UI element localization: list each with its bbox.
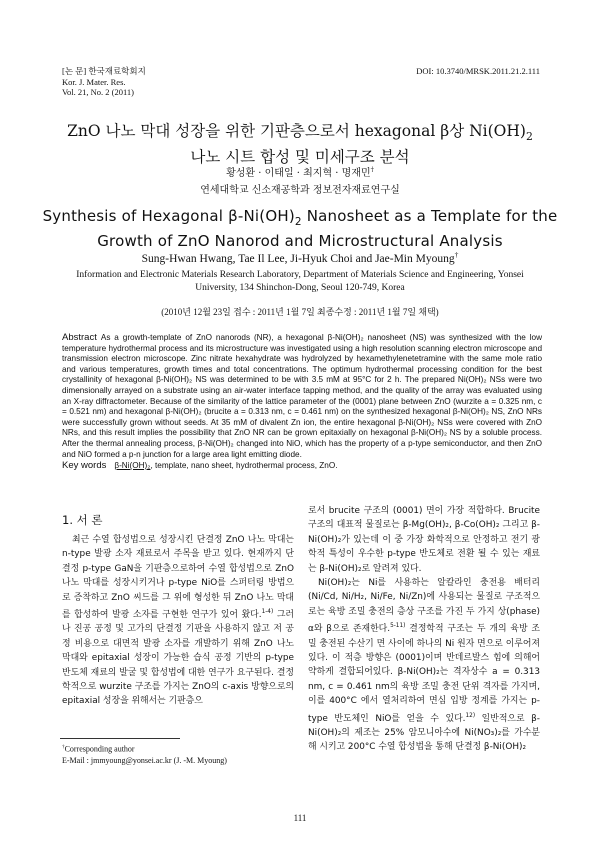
title-ko-line1: ZnO 나노 막대 성장을 위한 기판층으로서 hexagonal β상 $Ni(OH)_2$ [67,122,533,144]
doi: DOI: 10.3740/MRSK.2011.21.2.111 [416,66,540,76]
left-column [62,533,294,709]
keywords [62,460,542,471]
title-en-line2: Growth of ZnO Nanorod and Microstructural Analysis [97,232,503,250]
affiliation-ko: 연세대학교 신소재공학과 정보전자재료연구실 [200,185,400,196]
journal-en: Kor. J. Mater. Res. [62,76,126,87]
abstract-label: Abstract [62,332,97,343]
abstract-text: As a growth-template of ZnO nanorods (NR), a hexagonal β-Ni(OH)₂ nanosheet (NS) was synthesized with the low temperature hydrothermal process and its microstructure was investigated using a high resolution scanning electron microscope and transmission electron microscope. Zinc nitrate hexahydrate was hydrolyzed by hexamethylenetetramine with the same mole ratio and various temperatures, growth times and total concentrations. The optimum hydrothermal processing condition for the best crystallinity of hexagonal β-Ni(OH)₂ NS was determined to be with 3.5 mM at 95°C for 2 h. The prepared Ni(OH)₂ NSs were two dimensionally arrayed on a substrate using an air-water interface tapping method, and the quality of the array was evaluated using an X-ray diffractometer. Because of the similarity of the lattice parameter of the (0001) plane between ZnO (wurzite a = 0.325 nm, c = 0.521 nm) and hexagonal β-Ni(OH)₂ (brucite a = 0.313 nm, c = 0.461 nm) on the synthesized hexagonal β-Ni(OH)₂ NS, ZnO NRs were successfully grown without seeds. At 35 mM of divalent Zn ion, the entire hexagonal β-Ni(OH)₂ NSs were covered with ZnO NRs, and this result implies the possibility that ZnO NR can be grown epitaxially on hexagonal β-Ni(OH)₂ NS by a soluble process. After the thermal annealing process, β-Ni(OH)₂ changed into NiO, which has the property of a p-type semiconductor, and then ZnO and NiO formed a p-n junction for a large area light emitting diode. [62,333,542,459]
footnote-author: †Corresponding author [62,744,135,754]
footnote-email: E-Mail : jmmyoung@yonsei.ac.kr (J. -M. Myoung) [62,755,227,765]
journal-ko: [논 문] 한국재료학회지 [62,66,146,76]
footnote-rule [60,738,180,739]
title-ko-line2: 나노 시트 합성 및 미세구조 분석 [190,148,410,167]
abstract [62,333,542,460]
right-column [308,504,540,755]
title-en [0,207,600,251]
section-heading-intro: 1. 서 론 [62,513,103,527]
received-dates: (2010년 12월 23일 접수 : 2011년 1월 7일 최종수정 : 2011년 1월 7일 채택) [161,307,439,317]
affiliation-en: Information and Electronic Materials Research Laboratory, Department of Materials Science and Engineering, Yonsei University, 134 Shinchon-Dong, Seoul 120-749, Korea [76,270,524,293]
footnote [62,742,227,766]
keyword-first: β-Ni(OH)₂ [114,461,151,470]
running-header [62,66,146,98]
page-number: 111 [293,813,307,823]
authors-en: Sung-Hwan Hwang, Tae Il Lee, Ji-Hyuk Choi and Jae-Min Myoung† [141,250,459,265]
paragraph: Ni(OH)₂는 Ni를 사용하는 알칼라인 충전용 배터리(Ni/Cd, Ni/H₂, Ni/Fe, Ni/Zn)에 사용되는 물질로 구조적으로는 육방 조밀 충전의 층상 구조를 가진 두 가지 상(phase) α와 β으로 존재한다.$^{5-11)}$ 결정학적 구조는 두 개의 육방 조밀 충전된 수산기 면 사이에 하나의 Ni 원자 면으로 이루어져 있다. 이 적층 방향은 (0001)이며 반데르발스 힘에 의해어 약하게 결합되어있다. β-Ni(OH)₂는 격자상수 a = 0.313 nm, c = 0.461 nm의 육방 조밀 충전 단위 격자를 가지며, 이를 400°C 에서 열처리하여 면심 입방 정계를 가지는 p-type 반도체인 NiO를 얻을 수 있다.$^{12)}$ 일반적으로 β-Ni(OH)₂의 제조는 25% 암모니아수에 Ni(NO₃)₂를 가수분해 시키고 200°C 수열 합성법을 통해 단결정 β-Ni(OH)₂ [308,578,541,753]
keywords-label: Key words [62,460,107,471]
title-en-line1: Synthesis of Hexagonal $\beta-Ni(OH)_2$ Nanosheet as a Template for the [42,207,558,228]
title-ko [0,121,600,167]
authors-ko: 황성환 · 이태일 · 최지혁 · 명재민† [226,165,374,179]
keywords-rest: , template, nano sheet, hydrothermal process, ZnO. [150,461,338,470]
paragraph: 최근 수열 합성법으로 성장시킨 단결정 ZnO 나노 막대는 n-type 발광 소자 재료로서 주목을 받고 있다. 현재까지 단결정 p-type GaN을 기판층으로하여 수열 합성법으로 ZnO 나노 막대를 성장시키거나 p-type NiO를 스퍼터링 방법으로 증착하고 ZnO 씨드를 그 위에 형성한 뒤 ZnO 나노 막대를 합성하여 발광 소자를 구현한 연구가 있어 왔다.$^{1-4)}$ 그러나 진공 공정 및 고가의 단결정 기판을 사용하지 않고 저 공정 비용으로 대면적 발광 소자를 개발하기 위해 ZnO 나노 막대와 epitaxial 성장이 가능한 습식 공정 기반의 p-type 반도체 재료의 발굴 및 합성법에 대한 연구가 요구된다. 결정학적으로 wurzite 구조를 가지는 ZnO의 c-axis 방향으로의 epitaxial 성장을 위해서는 기판층으 [62,535,294,707]
journal-volume: Vol. 21, No. 2 (2011) [62,87,135,97]
paragraph: 로서 brucite 구조의 (0001) 면이 가장 적합하다. Brucite 구조의 대표적 물질로는 β-Mg(OH)₂, β-Co(OH)₂ 그리고 β-Ni(OH)₂가 있는데 이 중 가장 화학적으로 안정하고 전기 광학적 특성이 우수한 p-type 반도체로 전환 될 수 있는 재료는 β-Ni(OH)₂로 알려져 있다. [308,506,540,574]
